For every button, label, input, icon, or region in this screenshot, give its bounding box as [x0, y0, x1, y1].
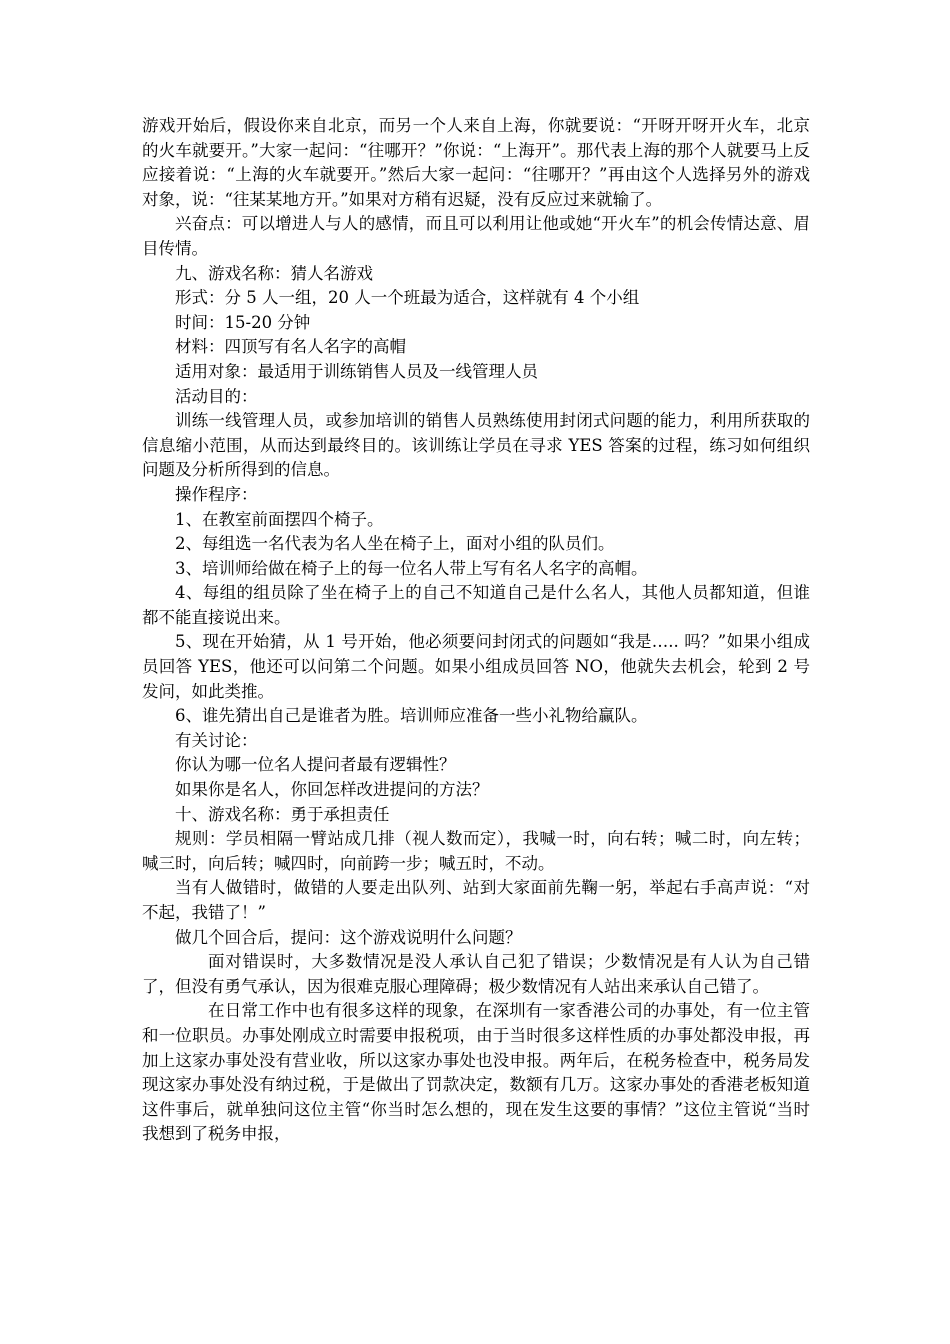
- paragraph-question: 做几个回合后，提问：这个游戏说明什么问题？: [175, 927, 522, 947]
- paragraph-rules: 规则：学员相隔一臂站成几排（视人数而定），我喊一时，向右转；喊二时，向左转；喊三时，向后转；喊四时，向前跨一步；喊五时，不动。: [142, 829, 810, 873]
- procedure-step-3: 3、培训师给做在椅子上的每一位名人带上写有名人名字的高帽。: [175, 558, 648, 578]
- heading-purpose: 活动目的：: [175, 386, 258, 406]
- heading-procedure: 操作程序：: [175, 484, 258, 504]
- paragraph-format: 形式：分 5 人一组，20 人一个班最为适合，这样就有 4 个小组: [175, 288, 640, 308]
- paragraph-mistake-action: 当有人做错时，做错的人要走出队列、站到大家面前先鞠一躬，举起右手高声说：“对不起，我错了！”: [142, 878, 810, 922]
- heading-discussion: 有关讨论：: [175, 730, 258, 750]
- procedure-step-5: 5、现在开始猜，从 1 号开始，他必须要问封闭式的问题如“我是….. 吗？”如果小组成员回答 YES，他还可以问第二个问题。如果小组成员回答 NO，他就失去机会，轮到 2 号发问，如此类推。: [142, 632, 810, 701]
- paragraph-purpose: 训练一线管理人员，或参加培训的销售人员熟练使用封闭式问题的能力，利用所获取的信息缩小范围，从而达到最终目的。该训练让学员在寻求 YES 答案的过程，练习如何组织问题及分析所得到的信息。: [142, 411, 810, 480]
- paragraph-audience: 适用对象：最适用于训练销售人员及一线管理人员: [175, 361, 538, 381]
- procedure-step-2: 2、每组选一名代表为名人坐在椅子上，面对小组的队员们。: [175, 534, 615, 554]
- paragraph-daily-work-example: 在日常工作中也有很多这样的现象，在深圳有一家香港公司的办事处，有一位主管和一位职员。办事处刚成立时需要申报税项，由于当时很多这样性质的办事处都没申报，再加上这家办事处没有营业收，所以这家办事处也没申报。两年后，在税务检查中，税务局发现这家办事处没有纳过税，于是做出了罚款决定，数额有几万。这家办事处的香港老板知道这件事后，就单独问这位主管“你当时怎么想的，现在发生这要的事情？”这位主管说“当时我想到了税务申报，: [142, 1001, 810, 1144]
- paragraph-excitement-point: 兴奋点：可以增进人与人的感情，而且可以利用让他或她“开火车”的机会传情达意、眉目传情。: [142, 214, 810, 258]
- procedure-step-4: 4、每组的组员除了坐在椅子上的自己不知道自己是什么名人，其他人员都知道，但谁都不能直接说出来。: [142, 583, 810, 627]
- document-page: [142, 114, 810, 1147]
- paragraph-train-game-rules: 游戏开始后，假设你来自北京，而另一个人来自上海，你就要说：“开呀开呀开火车，北京的火车就要开。”大家一起问：“往哪开？”你说：“上海开”。那代表上海的那个人就要马上反应接着说：“上海的火车就要开。”然后大家一起问：“往哪开？”再由这个人选择另外的游戏对象，说：“往某某地方开。”如果对方稍有迟疑，没有反应过来就输了。: [142, 116, 810, 209]
- heading-game-nine: 九、游戏名称：猜人名游戏: [175, 263, 373, 283]
- paragraph-facing-mistakes: 面对错误时，大多数情况是没人承认自己犯了错误；少数情况是有人认为自己错了，但没有勇气承认，因为很难克服心理障碍；极少数情况有人站出来承认自己错了。: [142, 952, 810, 996]
- discussion-question-1: 你认为哪一位名人提问者最有逻辑性？: [175, 755, 456, 775]
- heading-game-ten: 十、游戏名称：勇于承担责任: [175, 804, 390, 824]
- paragraph-materials: 材料：四顶写有名人名字的高帽: [175, 337, 406, 357]
- discussion-question-2: 如果你是名人，你回怎样改进提问的方法？: [175, 780, 489, 800]
- paragraph-time: 时间：15-20 分钟: [175, 312, 311, 332]
- procedure-step-6: 6、谁先猜出自己是谁者为胜。培训师应准备一些小礼物给赢队。: [175, 706, 648, 726]
- procedure-step-1: 1、在教室前面摆四个椅子。: [175, 509, 384, 529]
